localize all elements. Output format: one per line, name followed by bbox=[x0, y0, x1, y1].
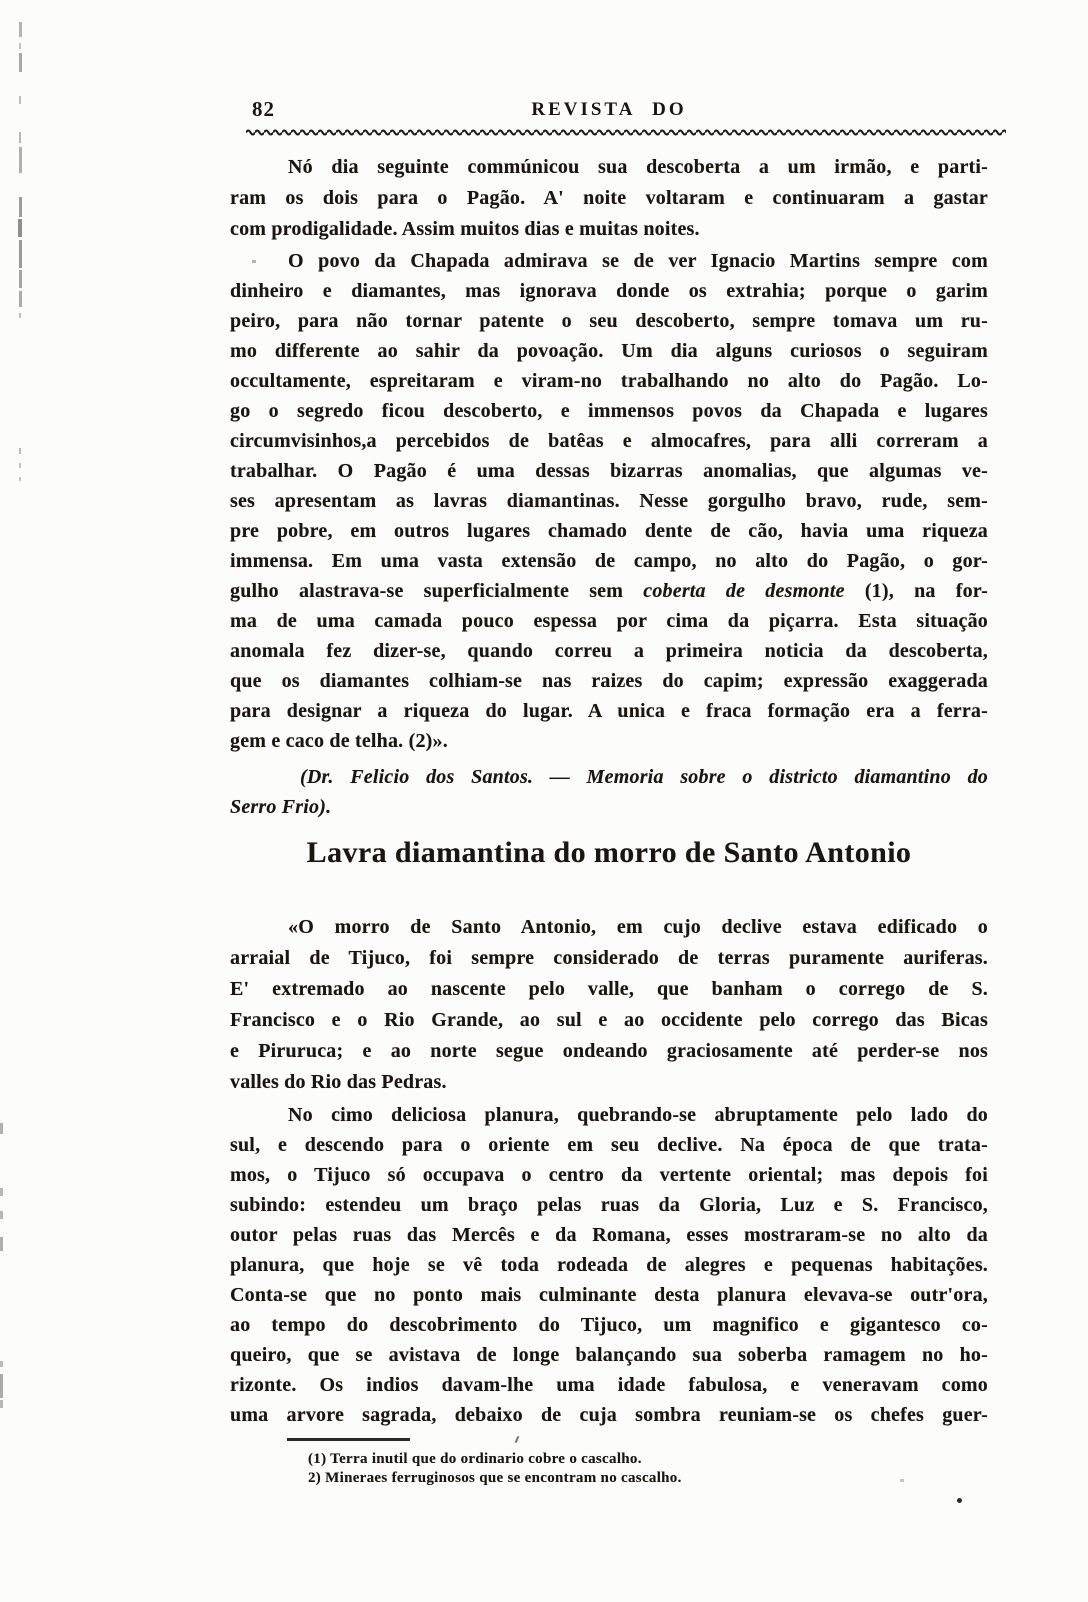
margin-mark bbox=[0, 1374, 3, 1398]
margin-mark bbox=[19, 22, 22, 37]
margin-mark bbox=[19, 53, 22, 72]
margin-mark bbox=[19, 132, 21, 143]
margin-mark bbox=[19, 147, 22, 173]
footnote-2: 2) Mineraes ferruginosos que se encontram no cascalho. bbox=[308, 1470, 682, 1486]
margin-mark bbox=[19, 477, 21, 481]
footnote-1: (1) Terra inutil que do ordinario cobre o cascalho. bbox=[308, 1451, 642, 1467]
text-line: circumvisinhos,a percebidos de batêas e almocafres, para alli correram a bbox=[230, 430, 988, 452]
text-segment: gulho alastrava-se superficialmente sem bbox=[230, 580, 644, 602]
ink-speck bbox=[515, 1436, 520, 1443]
text-line: que os diamantes colhiam-se nas raizes do capim; expressão exaggerada bbox=[230, 670, 988, 692]
section-paragraph-1 bbox=[230, 912, 988, 1098]
ink-speck bbox=[252, 260, 256, 263]
text-line: com prodigalidade. Assim muitos dias e muitas noites. bbox=[230, 218, 700, 240]
excerpt-paragraph-1 bbox=[230, 152, 988, 245]
text-line: ram os dois para o Pagão. A' noite voltaram e continuaram a gastar bbox=[230, 187, 988, 209]
text-line: ma de uma camada pouco espessa por cima da piçarra. Esta situação bbox=[230, 610, 988, 632]
margin-mark bbox=[19, 463, 21, 468]
journal-title: REVISTA DO bbox=[531, 99, 687, 120]
text-line: rizonte. Os indios davam-lhe uma idade fabulosa, e veneravam como bbox=[230, 1374, 988, 1396]
italic-phrase: coberta de desmonte bbox=[643, 580, 845, 602]
margin-mark bbox=[0, 1400, 3, 1408]
margin-mark bbox=[0, 1211, 3, 1219]
excerpt-paragraph-2 bbox=[230, 246, 988, 756]
margin-mark bbox=[19, 448, 21, 454]
text-line: «O morro de Santo Antonio, em cujo declive estava edificado o bbox=[288, 916, 988, 938]
margin-mark bbox=[19, 43, 21, 49]
text-line: mo differente ao sahir da povoação. Um dia alguns curiosos o seguiram bbox=[230, 340, 988, 362]
text-line: arraial de Tijuco, foi sempre considerado de terras puramente auriferas. bbox=[230, 947, 988, 969]
source-citation bbox=[230, 762, 988, 822]
margin-mark bbox=[18, 219, 22, 237]
footnotes bbox=[308, 1450, 868, 1488]
margin-mark bbox=[0, 1188, 3, 1196]
margin-mark bbox=[19, 313, 21, 318]
text-line: para designar a riqueza do lugar. A unica e fraca formação era a ferra- bbox=[230, 700, 988, 722]
margin-mark bbox=[0, 1361, 3, 1367]
text-line: ao tempo do descobrimento do Tijuco, um magnifico e gigantesco co- bbox=[230, 1314, 988, 1336]
text-line: sul, e descendo para o oriente em seu declive. Na época de que trata- bbox=[230, 1134, 988, 1156]
text-line: anomala fez dizer-se, quando correu a primeira noticia da descoberta, bbox=[230, 640, 988, 662]
text-line: valles do Rio das Pedras. bbox=[230, 1071, 447, 1093]
text-line: trabalhar. O Pagão é uma dessas bizarras anomalias, que algumas ve- bbox=[230, 460, 988, 482]
margin-mark bbox=[19, 96, 21, 104]
text-line: Serro Frio). bbox=[230, 796, 332, 818]
margin-mark bbox=[0, 1123, 3, 1134]
wavy-header-rule bbox=[246, 127, 1006, 136]
text-line: mos, o Tijuco só occupava o centro da vertente oriental; mas depois foi bbox=[230, 1164, 988, 1186]
section-heading: Lavra diamantina do morro de Santo Antonio bbox=[306, 836, 912, 869]
text-line-with-italic bbox=[230, 576, 988, 606]
text-line: immensa. Em uma vasta extensão de campo, no alto do Pagão, o gor- bbox=[230, 550, 988, 572]
footnote-rule bbox=[287, 1438, 410, 1441]
margin-mark bbox=[0, 1237, 3, 1251]
text-line: pre pobre, em outros lugares chamado dente de cão, havia uma riqueza bbox=[230, 520, 988, 542]
text-line: uma arvore sagrada, debaixo de cuja sombra reuniam-se os chefes guer- bbox=[230, 1404, 988, 1426]
text-line: Conta-se que no ponto mais culminante desta planura elevava-se outr'ora, bbox=[230, 1284, 988, 1306]
text-line: e Piruruca; e ao norte segue ondeando graciosamente até perder-se nos bbox=[230, 1040, 988, 1062]
text-line: Nó dia seguinte commúnicou sua descoberta a um irmão, e parti- bbox=[288, 156, 988, 178]
ink-speck bbox=[900, 1479, 904, 1482]
section-paragraph-2 bbox=[230, 1100, 988, 1430]
margin-mark bbox=[19, 291, 22, 307]
margin-mark bbox=[19, 270, 22, 288]
text-line: occultamente, espreitaram e viram-no trabalhando no alto do Pagão. Lo- bbox=[230, 370, 988, 392]
margin-mark bbox=[19, 197, 22, 217]
text-line: outor pelas ruas das Mercês e da Romana, esses mostraram-se no alto da bbox=[230, 1224, 988, 1246]
text-line: go o segredo ficou descoberto, e immensos povos da Chapada e lugares bbox=[230, 400, 988, 422]
text-line: gem e caco de telha. (2)». bbox=[230, 730, 448, 752]
ink-speck bbox=[957, 1498, 962, 1503]
text-line: dinheiro e diamantes, mas ignorava donde os extrahia; porque o garim bbox=[230, 280, 988, 302]
text-line: subindo: estendeu um braço pelas ruas da Gloria, Luz e S. Francisco, bbox=[230, 1194, 988, 1216]
text-line: No cimo deliciosa planura, quebrando-se abruptamente pelo lado do bbox=[288, 1104, 988, 1126]
text-line: ses apresentam as lavras diamantinas. Nesse gorgulho bravo, rude, sem- bbox=[230, 490, 988, 512]
margin-mark bbox=[19, 240, 22, 268]
text-line: E' extremado ao nascente pelo valle, que banham o corrego de S. bbox=[230, 978, 988, 1000]
text-line: peiro, para não tornar patente o seu descoberto, sempre tomava um ru- bbox=[230, 310, 988, 332]
text-segment: (1), na for- bbox=[844, 580, 988, 602]
text-line: planura, que hoje se vê toda rodeada de alegres e pequenas habitações. bbox=[230, 1254, 988, 1276]
text-line: O povo da Chapada admirava se de ver Ignacio Martins sempre com bbox=[288, 250, 988, 272]
page-number: 82 bbox=[252, 97, 275, 121]
text-line: queiro, que se avistava de longe balançando sua soberba ramagem no ho- bbox=[230, 1344, 988, 1366]
text-line: (Dr. Felicio dos Santos. — Memoria sobre o districto diamantino do bbox=[300, 766, 988, 788]
text-line: Francisco e o Rio Grande, ao sul e ao occidente pelo corrego das Bicas bbox=[230, 1009, 988, 1031]
